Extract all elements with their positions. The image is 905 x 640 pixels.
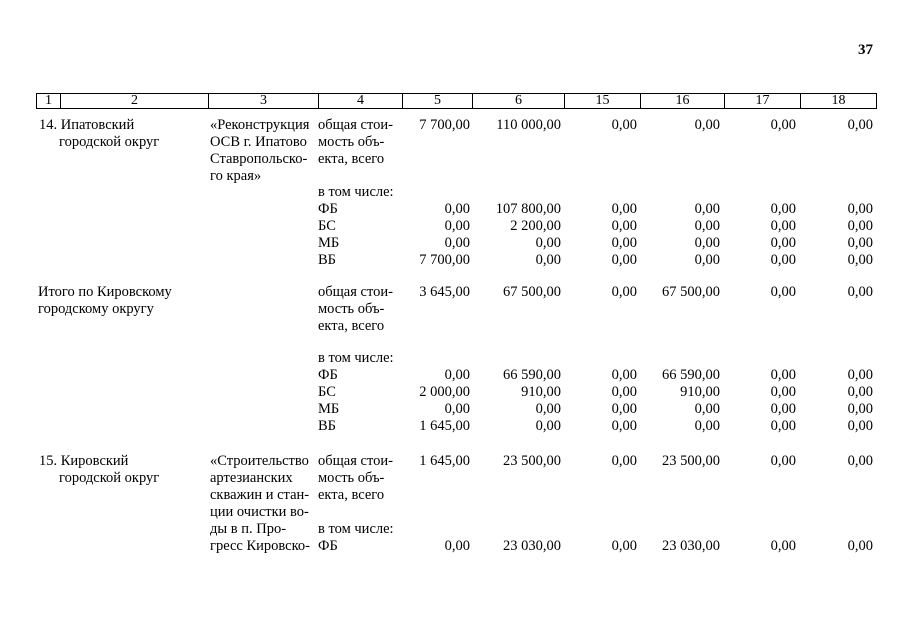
page-number: 37: [858, 42, 873, 58]
funding-value: 0,00: [847, 367, 873, 383]
funding-value: 0,00: [444, 538, 470, 554]
funding-value: 0,00: [847, 418, 873, 434]
funding-value: 0,00: [611, 418, 637, 434]
funding-source-label: МБ: [318, 235, 340, 251]
section-name: городскому округу: [38, 301, 154, 317]
total-cost-value: 0,00: [770, 453, 796, 469]
funding-value: 0,00: [770, 418, 796, 434]
funding-value: 0,00: [847, 401, 873, 417]
funding-value: 0,00: [694, 401, 720, 417]
funding-value: 0,00: [611, 384, 637, 400]
funding-value: 0,00: [770, 235, 796, 251]
funding-value: 7 700,00: [419, 252, 470, 268]
funding-value: 0,00: [694, 252, 720, 268]
funding-value: 0,00: [847, 252, 873, 268]
funding-value: 0,00: [611, 235, 637, 251]
total-cost-value: 0,00: [611, 453, 637, 469]
funding-value: 0,00: [694, 201, 720, 217]
funding-value: 107 800,00: [495, 201, 561, 217]
project-title: го края»: [210, 168, 262, 184]
total-cost-value: 0,00: [847, 284, 873, 300]
funding-value: 910,00: [521, 384, 561, 400]
col-2: 2: [61, 94, 209, 109]
project-title: Ставропольско-: [210, 151, 308, 167]
funding-value: 2 200,00: [510, 218, 561, 234]
funding-value: 0,00: [770, 401, 796, 417]
project-title: ды в п. Про-: [210, 521, 287, 537]
funding-value: 0,00: [770, 367, 796, 383]
funding-value: 0,00: [535, 252, 561, 268]
funding-value: 23 030,00: [503, 538, 561, 554]
project-title: «Реконструкция: [210, 117, 310, 133]
including-label: в том числе:: [318, 521, 394, 537]
col-17: 17: [725, 94, 801, 109]
funding-source-label: ФБ: [318, 538, 338, 554]
funding-value: 0,00: [444, 218, 470, 234]
including-label: в том числе:: [318, 184, 394, 200]
funding-value: 0,00: [611, 252, 637, 268]
total-cost-value: 0,00: [770, 117, 796, 133]
project-title: ОСВ г. Ипатово: [210, 134, 307, 150]
project-title: ции очистки во-: [210, 504, 309, 520]
total-cost-label: мость объ-: [318, 470, 385, 486]
total-cost-value: 1 645,00: [419, 453, 470, 469]
funding-value: 0,00: [611, 401, 637, 417]
funding-value: 0,00: [611, 367, 637, 383]
funding-source-label: ФБ: [318, 367, 338, 383]
section-name: городской округ: [59, 134, 160, 150]
section-name: 14. Ипатовский: [39, 117, 135, 133]
project-title: гресс Кировско-: [210, 538, 311, 554]
funding-value: 66 590,00: [503, 367, 561, 383]
funding-value: 2 000,00: [419, 384, 470, 400]
section-name: Итого по Кировскому: [38, 284, 172, 300]
funding-value: 0,00: [847, 235, 873, 251]
funding-value: 0,00: [694, 418, 720, 434]
funding-source-label: ВБ: [318, 252, 336, 268]
col-15: 15: [565, 94, 641, 109]
funding-value: 1 645,00: [419, 418, 470, 434]
project-title: скважин и стан-: [210, 487, 310, 503]
total-cost-value: 0,00: [611, 117, 637, 133]
col-3: 3: [209, 94, 319, 109]
funding-value: 0,00: [444, 235, 470, 251]
project-title: артезианских: [210, 470, 293, 486]
funding-source-label: БС: [318, 384, 336, 400]
total-cost-label: мость объ-: [318, 134, 385, 150]
total-cost-label: мость объ-: [318, 301, 385, 317]
total-cost-label: екта, всего: [318, 487, 385, 503]
total-cost-value: 7 700,00: [419, 117, 470, 133]
funding-value: 0,00: [847, 201, 873, 217]
total-cost-label: общая стои-: [318, 284, 393, 300]
total-cost-value: 0,00: [847, 453, 873, 469]
funding-value: 0,00: [770, 252, 796, 268]
col-5: 5: [403, 94, 473, 109]
funding-value: 0,00: [694, 235, 720, 251]
funding-value: 0,00: [770, 538, 796, 554]
total-cost-value: 23 500,00: [662, 453, 720, 469]
project-title: «Строительство: [210, 453, 309, 469]
funding-value: 0,00: [770, 384, 796, 400]
funding-value: 23 030,00: [662, 538, 720, 554]
total-cost-value: 67 500,00: [503, 284, 561, 300]
funding-value: 0,00: [611, 538, 637, 554]
funding-source-label: ФБ: [318, 201, 338, 217]
funding-value: 0,00: [611, 201, 637, 217]
funding-source-label: ВБ: [318, 418, 336, 434]
total-cost-value: 67 500,00: [662, 284, 720, 300]
total-cost-label: екта, всего: [318, 318, 385, 334]
funding-value: 0,00: [847, 538, 873, 554]
total-cost-value: 0,00: [770, 284, 796, 300]
funding-value: 0,00: [770, 201, 796, 217]
funding-value: 0,00: [444, 367, 470, 383]
total-cost-value: 23 500,00: [503, 453, 561, 469]
total-cost-value: 110 000,00: [496, 117, 561, 133]
total-cost-value: 0,00: [611, 284, 637, 300]
col-6: 6: [473, 94, 565, 109]
total-cost-value: 3 645,00: [419, 284, 470, 300]
funding-value: 0,00: [535, 235, 561, 251]
funding-value: 910,00: [680, 384, 720, 400]
total-cost-value: 0,00: [694, 117, 720, 133]
funding-value: 0,00: [847, 384, 873, 400]
col-4: 4: [319, 94, 403, 109]
funding-value: 0,00: [535, 418, 561, 434]
including-label: в том числе:: [318, 350, 394, 366]
funding-value: 0,00: [535, 401, 561, 417]
total-cost-label: екта, всего: [318, 151, 385, 167]
funding-source-label: БС: [318, 218, 336, 234]
col-18: 18: [801, 94, 877, 109]
funding-value: 0,00: [444, 201, 470, 217]
section-name: 15. Кировский: [39, 453, 129, 469]
funding-value: 66 590,00: [662, 367, 720, 383]
funding-value: 0,00: [770, 218, 796, 234]
col-1: 1: [37, 94, 61, 109]
total-cost-value: 0,00: [847, 117, 873, 133]
col-16: 16: [641, 94, 725, 109]
section-name: городской округ: [59, 470, 160, 486]
funding-source-label: МБ: [318, 401, 340, 417]
funding-value: 0,00: [694, 218, 720, 234]
funding-value: 0,00: [611, 218, 637, 234]
funding-value: 0,00: [847, 218, 873, 234]
total-cost-label: общая стои-: [318, 453, 393, 469]
column-header-row: [36, 93, 877, 109]
funding-value: 0,00: [444, 401, 470, 417]
total-cost-label: общая стои-: [318, 117, 393, 133]
